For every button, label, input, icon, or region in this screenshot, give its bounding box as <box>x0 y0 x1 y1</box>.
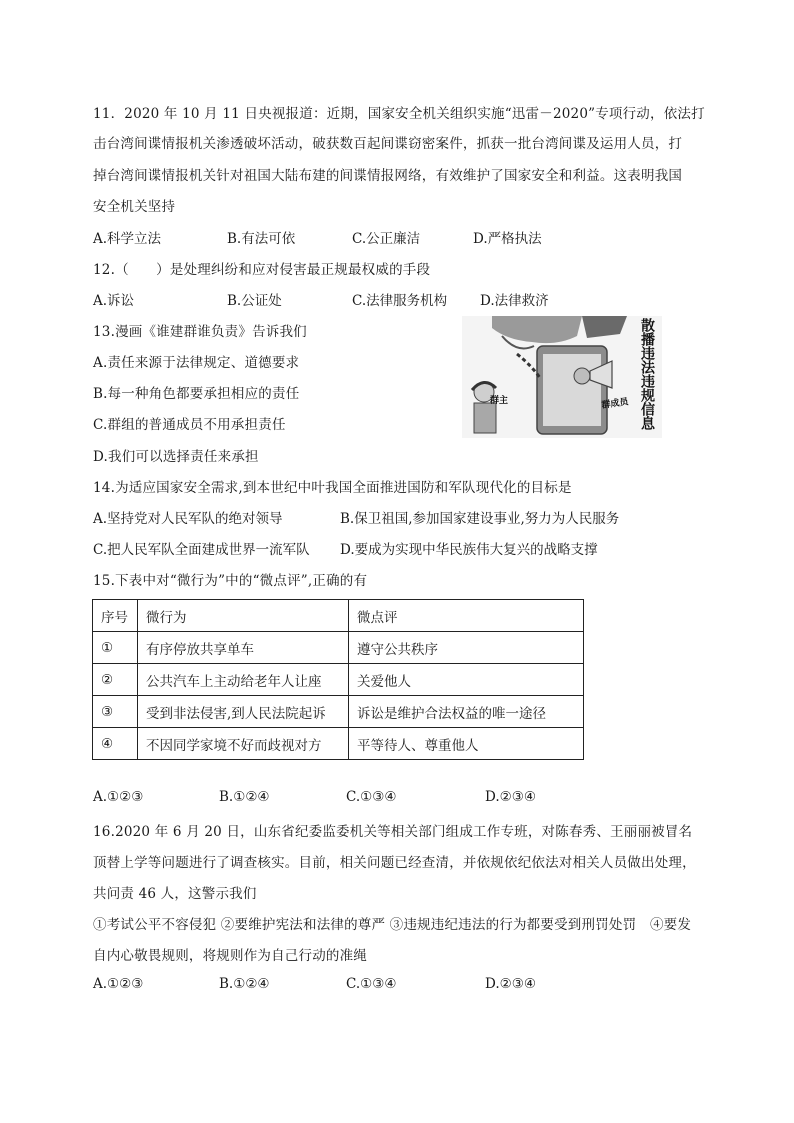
q11-stem-line-3: 掉台湾间谍情报机关针对祖国大陆布建的间谍情报网络，有效维护了国家安全和利益。这表明我国 <box>93 168 683 184</box>
table-cell: ③ <box>93 696 138 728</box>
q16-stem-line-2: 顶替上学等问题进行了调查核实。目前，相关问题已经查清，并依规依纪依法对相关人员做出处理， <box>93 855 696 871</box>
cartoon-caption: 散播违法违规信息 <box>639 318 655 430</box>
q14-option-b: B.保卫祖国,参加国家建设事业,努力为人民服务 <box>340 511 620 527</box>
q13-option-c: C.群组的普通成员不用承担责任 <box>93 417 286 433</box>
q15-option-b: B.①②④ <box>219 789 270 805</box>
q15-table <box>92 599 584 760</box>
q13-option-d: D.我们可以选择责任来承担 <box>93 449 259 465</box>
q12-option-d: D.法律救济 <box>480 293 549 309</box>
table-cell: 关爱他人 <box>349 664 584 696</box>
q16-option-c: C.①③④ <box>346 976 397 992</box>
table-header-cell: 序号 <box>93 600 138 632</box>
q11-stem-line-1: 11．2020 年 10 月 11 日央视报道：近期，国家安全机关组织实施“迅雷－2020”专项行动，依法打 <box>93 106 705 122</box>
table-header-cell: 微点评 <box>349 600 584 632</box>
q14-option-c: C.把人民军队全面建成世界一流军队 <box>93 542 310 558</box>
q16-option-a: A.①②③ <box>93 976 144 992</box>
q14-option-a: A.坚持党对人民军队的绝对领导 <box>93 511 283 527</box>
cartoon-illustration <box>462 316 662 438</box>
q16-stem-line-4: ①考试公平不容侵犯 ②要维护宪法和法律的尊严 ③违规违纪违法的行为都要受到刑罚处罚 ④要发 <box>93 917 692 933</box>
q15-option-c: C.①③④ <box>346 789 397 805</box>
q12-option-b: B.公证处 <box>227 293 282 309</box>
q11-option-d: D.严格执法 <box>473 231 542 247</box>
table-row <box>93 632 584 664</box>
table-cell: ② <box>93 664 138 696</box>
table-cell: 诉讼是维护合法权益的唯一途径 <box>349 696 584 728</box>
q16-stem-line-1: 16.2020 年 6 月 20 日，山东省纪委监委机关等相关部门组成工作专班，对陈春秀、王丽丽被冒名 <box>93 824 693 840</box>
q14-option-d: D.要成为实现中华民族伟大复兴的战略支撑 <box>340 542 598 558</box>
table-row <box>93 664 584 696</box>
q13-option-b: B.每一种角色都要承担相应的责任 <box>93 386 300 402</box>
table-cell: 遵守公共秩序 <box>349 632 584 664</box>
q11-stem-line-2: 击台湾间谍情报机关渗透破坏活动，破获数百起间谍窃密案件，抓获一批台湾间谍及运用人员，打 <box>93 136 683 152</box>
q15-stem: 15.下表中对“微行为”中的“微点评”,正确的有 <box>93 573 368 589</box>
q16-option-b: B.①②④ <box>219 976 270 992</box>
q13-option-a: A.责任来源于法律规定、道德要求 <box>93 355 300 371</box>
q16-option-d: D.②③④ <box>485 976 536 992</box>
table-cell: 公共汽车上主动给老年人让座 <box>138 664 349 696</box>
q16-stem-line-3: 共问责 46 人，这警示我们 <box>93 886 257 902</box>
cartoon-label-owner: 群主 <box>490 396 509 406</box>
table-cell: 平等待人、尊重他人 <box>349 728 584 760</box>
q16-stem-line-5: 自内心敬畏规则，将规则作为自己行动的准绳 <box>93 948 367 964</box>
table-cell: 受到非法侵害,到人民法院起诉 <box>138 696 349 728</box>
q12-option-c: C.法律服务机构 <box>352 293 448 309</box>
q14-stem: 14.为适应国家安全需求,到本世纪中叶我国全面推进国防和军队现代化的目标是 <box>93 480 572 496</box>
table-cell: ① <box>93 632 138 664</box>
table-header-cell: 微行为 <box>138 600 349 632</box>
q11-option-c: C.公正廉洁 <box>352 231 421 247</box>
q12-stem: 12.（ ）是处理纠纷和应对侵害最正规最权威的手段 <box>93 262 431 278</box>
q11-option-b: B.有法可依 <box>227 231 296 247</box>
q15-option-a: A.①②③ <box>93 789 144 805</box>
table-header-row <box>93 600 584 632</box>
q11-option-a: A.科学立法 <box>93 231 162 247</box>
q15-option-d: D.②③④ <box>485 789 536 805</box>
table-cell: 有序停放共享单车 <box>138 632 349 664</box>
cartoon-label-member: 群成员 <box>601 397 630 411</box>
table-row <box>93 696 584 728</box>
table-cell: 不因同学家境不好而歧视对方 <box>138 728 349 760</box>
q13-cartoon-image <box>462 316 662 438</box>
table-row <box>93 728 584 760</box>
q11-stem-line-4: 安全机关坚持 <box>93 199 176 215</box>
q13-stem: 13.漫画《谁建群谁负责》告诉我们 <box>93 324 307 340</box>
table-cell: ④ <box>93 728 138 760</box>
q12-option-a: A.诉讼 <box>93 293 135 309</box>
